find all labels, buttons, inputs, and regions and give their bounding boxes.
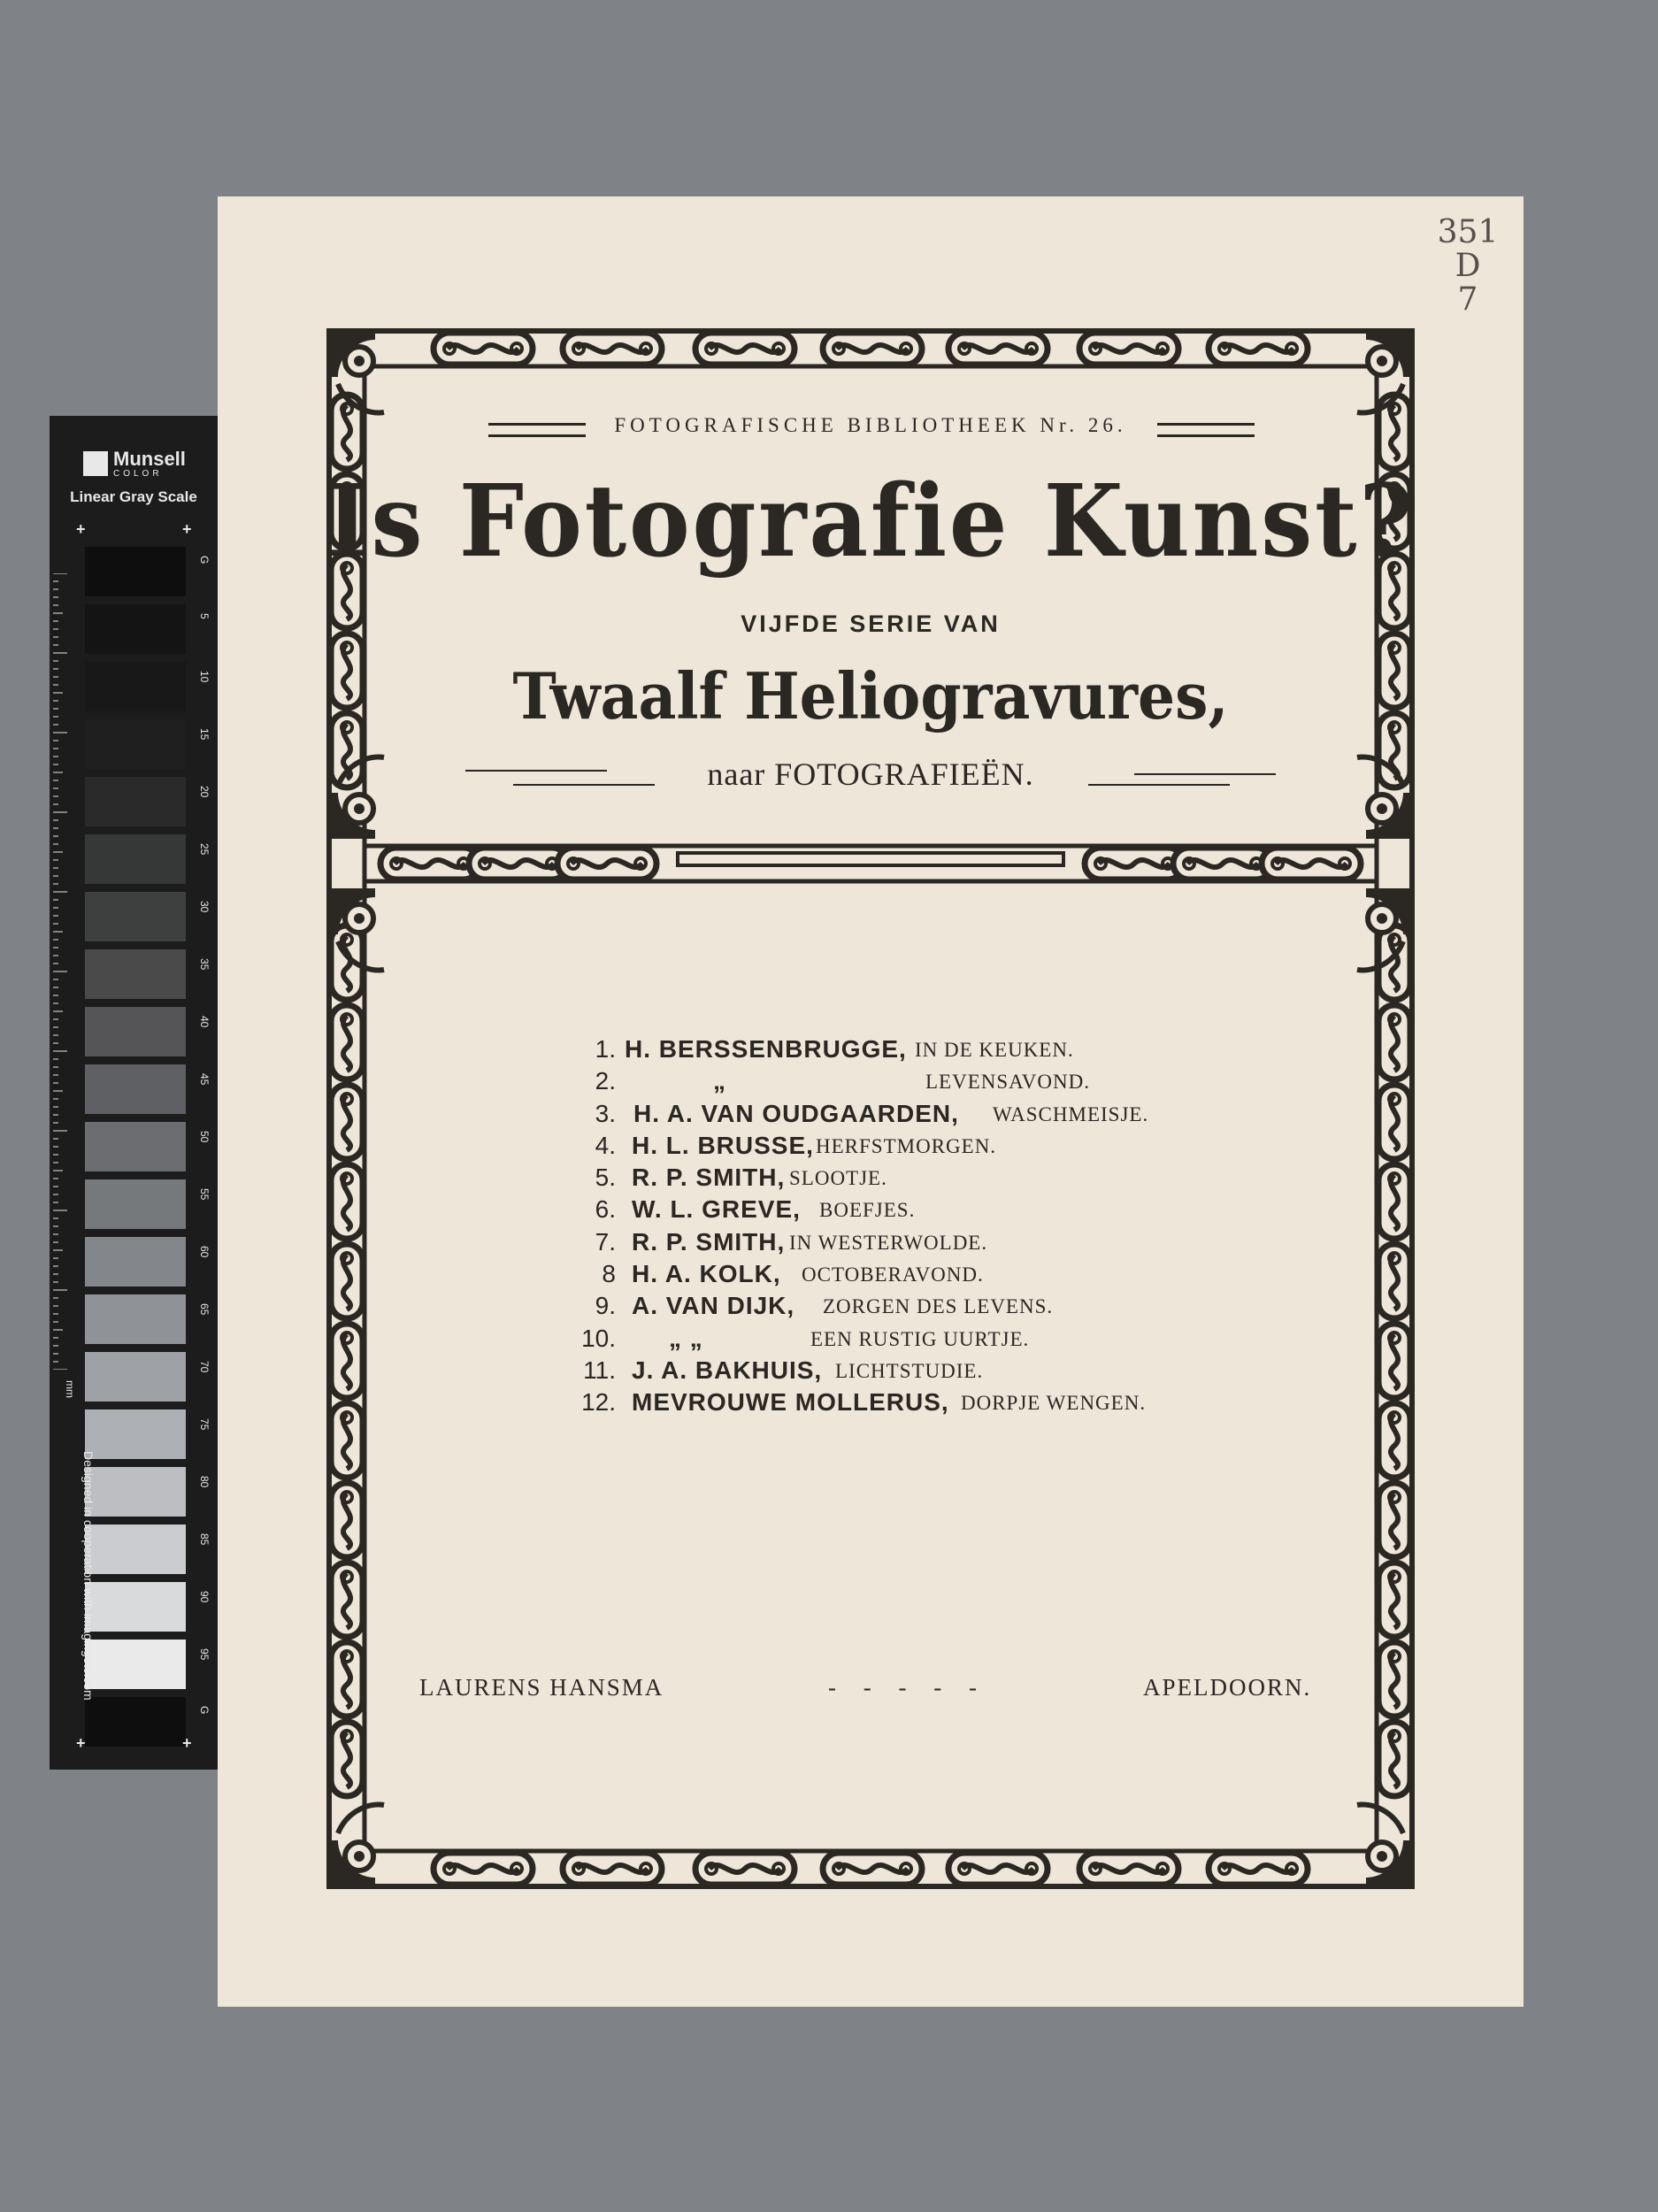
patch-label: G	[198, 1706, 211, 1715]
gray-patch	[85, 1409, 186, 1459]
plate-number: 7.	[595, 1227, 616, 1256]
photographer-name: R. P. SMITH,	[632, 1227, 786, 1256]
patch-label: 55	[198, 1188, 211, 1201]
city: APELDOORN.	[1143, 1674, 1312, 1701]
gray-patch	[85, 777, 186, 826]
publisher: LAURENS HANSMA	[419, 1674, 664, 1701]
mm-ruler	[53, 573, 73, 1370]
series-rule-right	[1157, 423, 1255, 437]
photographer-name: W. L. GREVE,	[632, 1195, 801, 1224]
patch-label: 80	[198, 1476, 211, 1488]
list-item	[572, 1195, 1191, 1227]
plate-number: 11.	[583, 1356, 616, 1384]
patch-label: 25	[198, 843, 211, 856]
plate-number: 3.	[595, 1099, 616, 1127]
list-item	[572, 1067, 1191, 1099]
patch-label: 30	[198, 901, 211, 913]
photographer-name: „	[713, 1067, 726, 1095]
munsell-logo	[83, 448, 189, 481]
photographer-name: R. P. SMITH,	[632, 1164, 786, 1192]
work-title: IN WESTERWOLDE.	[789, 1231, 988, 1254]
plus-mark-bottom-right: +	[182, 1734, 192, 1752]
photographer-name: MEVROUWE MOLLERUS,	[632, 1388, 949, 1417]
work-title: IN DE KEUKEN.	[915, 1039, 1074, 1061]
plate-number: 12.	[581, 1388, 616, 1417]
gray-patch	[85, 1122, 186, 1171]
photographer-name: H. BERSSENBRUGGE,	[625, 1035, 907, 1063]
rule-right-1	[1134, 773, 1276, 775]
patch-label: 95	[198, 1648, 211, 1661]
subtitle: VIJFDE SERIE VAN	[741, 611, 1001, 637]
patch-label: 85	[198, 1533, 211, 1546]
gray-patch	[85, 1697, 186, 1747]
patch-label: 15	[198, 728, 211, 741]
gray-patch	[85, 1467, 186, 1517]
work-title: EEN RUSTIG UURTJE.	[810, 1327, 1030, 1350]
gray-scale-card	[50, 416, 218, 1770]
gray-patch	[85, 1237, 186, 1286]
list-item	[572, 1228, 1191, 1260]
brand-sub: COLOR	[113, 469, 163, 479]
gray-patch	[85, 834, 186, 884]
list-item	[572, 1164, 1191, 1195]
photographer-name: J. A. BAKHUIS,	[632, 1356, 823, 1384]
gray-patch	[85, 1064, 186, 1114]
gray-patch	[85, 892, 186, 941]
patch-label: 70	[198, 1361, 211, 1373]
list-item	[572, 1035, 1191, 1067]
collection-heading: Twaalf Heliogravures,	[512, 658, 1229, 733]
photographer-name: H. A. KOLK,	[632, 1260, 781, 1288]
work-title: LICHTSTUDIE.	[835, 1359, 984, 1382]
handwritten-note	[1437, 216, 1499, 317]
list-item	[572, 1325, 1191, 1356]
card-title: Linear Gray Scale	[70, 488, 197, 505]
page-title: Is Fotografie Kunst?	[326, 464, 1416, 580]
patch-label: 20	[198, 786, 211, 798]
work-title: WASCHMEISJE.	[993, 1102, 1149, 1125]
plates-list	[572, 1035, 1191, 1421]
patch-label: G	[198, 556, 211, 565]
gray-patch	[85, 1179, 186, 1229]
list-item	[572, 1260, 1191, 1292]
gray-patch	[85, 1525, 186, 1574]
photographer-name: H. L. BRUSSE,	[632, 1131, 814, 1159]
work-title: LEVENSAVOND.	[925, 1071, 1090, 1094]
work-title: HERFSTMORGEN.	[816, 1134, 997, 1157]
plate-number: 9.	[595, 1292, 616, 1320]
series-label: FOTOGRAFISCHE BIBLIOTHEEK Nr. 26.	[614, 414, 1127, 436]
list-item	[572, 1132, 1191, 1164]
note-line: 351	[1437, 214, 1499, 250]
after-photographs-label: naar FOTOGRAFIEËN.	[707, 757, 1034, 792]
note-line: 7	[1457, 281, 1478, 318]
gray-patch	[85, 1582, 186, 1632]
work-title: SLOOTJE.	[789, 1167, 887, 1190]
gray-patch	[85, 604, 186, 654]
gray-patch	[85, 1640, 186, 1689]
footer-separator: - - - - -	[828, 1674, 987, 1701]
plus-mark-top-left: +	[76, 520, 86, 538]
work-title: OCTOBERAVOND.	[802, 1263, 984, 1286]
plate-number: 5.	[595, 1164, 616, 1192]
list-item	[572, 1356, 1191, 1388]
munsell-logo-icon	[83, 451, 108, 476]
plus-mark-bottom-left: +	[76, 1734, 86, 1752]
gray-patch	[85, 1294, 186, 1344]
plus-mark-top-right: +	[182, 520, 192, 538]
plate-number: 4.	[595, 1131, 616, 1159]
list-item	[572, 1388, 1191, 1420]
work-title: ZORGEN DES LEVENS.	[823, 1295, 1054, 1318]
patch-label: 90	[198, 1591, 211, 1603]
patch-label: 35	[198, 958, 211, 971]
unit-label: mm	[64, 1380, 76, 1398]
gray-patch	[85, 1007, 186, 1056]
patch-label: 5	[198, 613, 211, 619]
photographer-name: A. VAN DIJK,	[632, 1292, 795, 1320]
gray-patch	[85, 719, 186, 769]
credit-text: Designed in cooperation with imagingetc.com	[81, 1451, 96, 1701]
note-line: D	[1455, 248, 1481, 284]
patch-label: 40	[198, 1016, 211, 1028]
list-item	[572, 1100, 1191, 1132]
patch-label: 65	[198, 1303, 211, 1316]
work-title: DORPJE WENGEN.	[961, 1392, 1147, 1415]
patch-label: 50	[198, 1131, 211, 1143]
patch-label: 45	[198, 1073, 211, 1086]
photographer-name: „ „	[669, 1324, 703, 1352]
gray-patch	[85, 1352, 186, 1402]
plate-number: 2.	[595, 1067, 616, 1095]
plate-number: 1.	[595, 1035, 616, 1063]
rule-right-2	[1088, 784, 1230, 786]
patch-label: 75	[198, 1418, 211, 1431]
patch-label: 10	[198, 671, 211, 683]
brand-name: Munsell	[113, 448, 186, 470]
gray-patch	[85, 949, 186, 999]
gray-patch	[85, 547, 186, 596]
plate-number: 6.	[595, 1195, 616, 1224]
patch-label: 60	[198, 1246, 211, 1258]
photographer-name: H. A. VAN OUDGAARDEN,	[633, 1099, 959, 1127]
work-title: BOEFJES.	[819, 1199, 916, 1222]
plate-number: 10.	[581, 1324, 616, 1352]
list-item	[572, 1292, 1191, 1324]
gray-patch	[85, 662, 186, 711]
document-sheet	[218, 196, 1524, 2007]
plate-number: 8	[602, 1260, 616, 1288]
